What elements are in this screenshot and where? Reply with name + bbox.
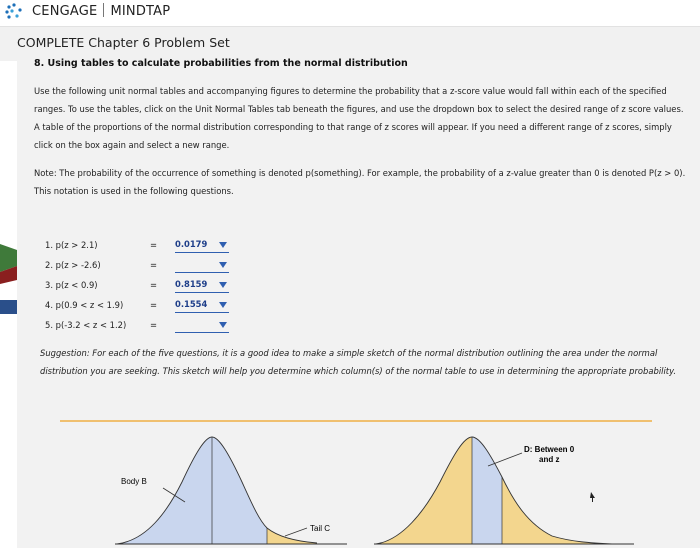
body-label: Body B (121, 477, 147, 486)
answer-dropdown[interactable] (175, 238, 229, 253)
question-label: 3. p(z < 0.9) (45, 280, 98, 290)
question-row (45, 256, 245, 276)
dropdown-arrow-icon (219, 302, 227, 308)
question-label: 5. p(-3.2 < z < 1.2) (45, 320, 127, 330)
question-label: 4. p(0.9 < z < 1.9) (45, 300, 124, 310)
instructions-paragraph: Use the following unit normal tables and accompanying figures to determine the probability that a z-score value would fall within each of the specified ranges. To use the tables, click on the Unit Normal Tables tab beneath the figures, and use the dropdown box to select the desired range of z score values. A table of the proportions of the normal distribution corresponding to that range of z scores will appear. If you need a different range of z scores, simply click on the box again and select a new range. (34, 86, 684, 150)
between-region (472, 437, 502, 544)
between-pointer (488, 453, 522, 466)
brand-divider (103, 3, 104, 17)
question-label: 1. p(z > 2.1) (45, 240, 98, 250)
brand-secondary: MINDTAP (110, 4, 171, 19)
answer-dropdown[interactable] (175, 318, 229, 333)
equals-sign: = (150, 240, 158, 250)
problem-panel (17, 60, 700, 548)
dropdown-arrow-icon (219, 242, 227, 248)
suggestion-paragraph: Suggestion: For each of the five questions, it is a good idea to make a simple sketch of the normal distribution outlining the area under the normal distribution you are seeking. This sketch will help you determine which column(s) of the normal table to use in determining the appropriate probability. (40, 348, 677, 376)
brand-title (32, 3, 170, 19)
chapter-title: COMPLETE Chapter 6 Problem Set (17, 35, 230, 50)
side-graphic (0, 244, 17, 314)
question-row (45, 316, 245, 336)
answer-value: 0.1554 (175, 299, 208, 309)
answer-dropdown[interactable] (175, 278, 229, 293)
right-tail-region (502, 477, 612, 544)
between-label-line1: D: Between 0 (524, 445, 575, 454)
question-row (45, 276, 245, 296)
answer-value: 0.0179 (175, 239, 208, 249)
top-bar (0, 0, 700, 24)
answer-dropdown[interactable] (175, 298, 229, 313)
tail-pointer (285, 528, 307, 536)
problem-title: 8. Using tables to calculate probabilities from the normal distribution (34, 58, 408, 69)
question-row (45, 296, 245, 316)
dropdown-arrow-icon (219, 322, 227, 328)
normal-curve-between-figure (372, 432, 642, 548)
between-label-line2: and z (539, 455, 560, 464)
figures-divider (60, 420, 652, 422)
cengage-logo-icon (3, 2, 29, 20)
answer-value: 0.8159 (175, 279, 208, 289)
brand-primary: CENGAGE (32, 4, 98, 19)
normal-curve-body-tail-figure (107, 432, 357, 548)
tail-label: Tail C (310, 524, 331, 533)
chapter-header (0, 26, 700, 61)
equals-sign: = (150, 280, 158, 290)
answer-dropdown[interactable] (175, 258, 229, 273)
question-row (45, 236, 245, 256)
dropdown-arrow-icon (219, 262, 227, 268)
equals-sign: = (150, 300, 158, 310)
dropdown-arrow-icon (219, 282, 227, 288)
note-paragraph: Note: The probability of the occurrence of something is denoted p(something). For example, the probability of a z-value greater than 0 is denoted P(z > 0). This notation is used in the following questions. (34, 168, 686, 196)
cursor-icon (590, 492, 595, 502)
body-region (117, 437, 267, 544)
left-tail-region (376, 437, 472, 544)
equals-sign: = (150, 260, 158, 270)
question-label: 2. p(z > -2.6) (45, 260, 101, 270)
equals-sign: = (150, 320, 158, 330)
